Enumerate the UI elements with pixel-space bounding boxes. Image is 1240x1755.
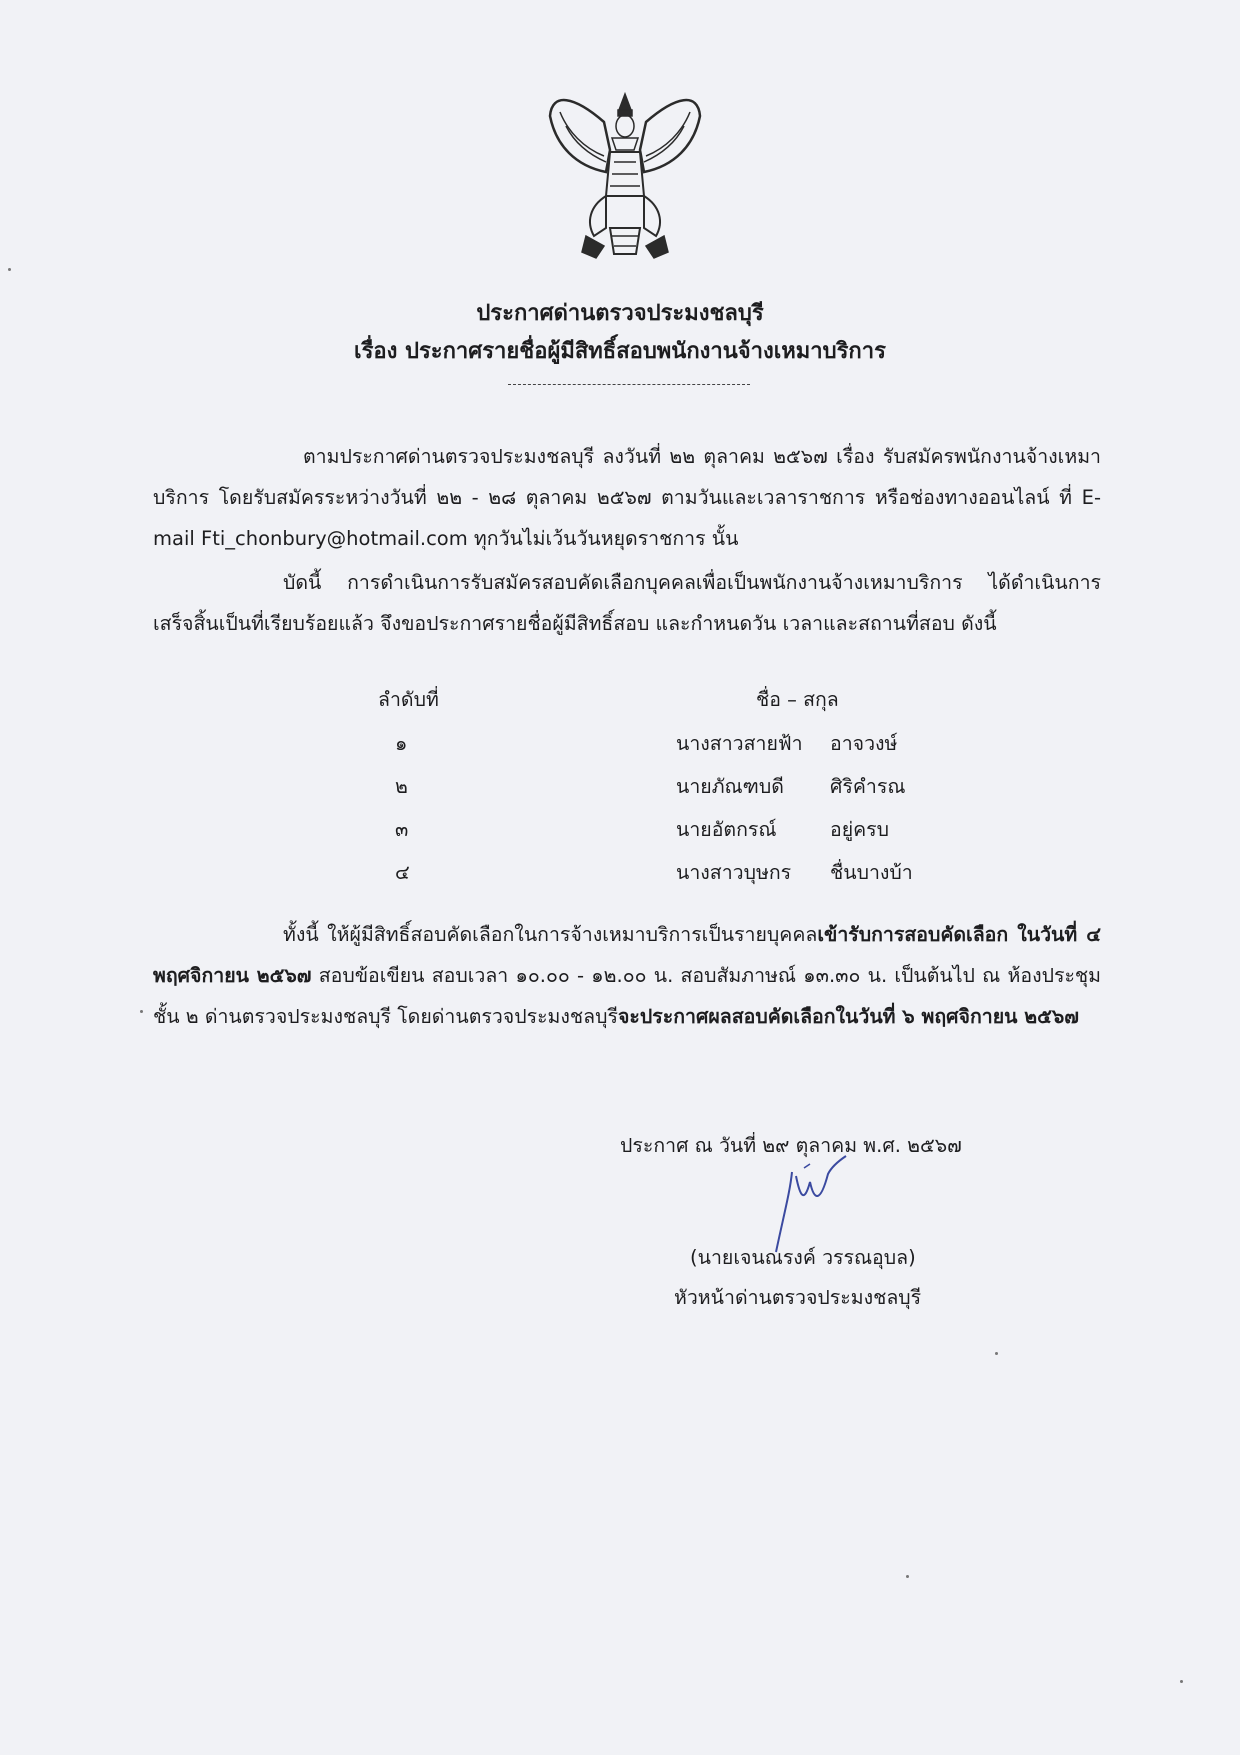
row-number: ๒ [395, 775, 408, 798]
result-date-highlight: จะประกาศผลสอบคัดเลือกในวันที่ ๖ พฤศจิกายน ๒๕๖๗ [617, 1005, 1079, 1028]
row-number: ๑ [395, 732, 408, 755]
paragraph-status: บัดนี้ การดำเนินการรับสมัครสอบคัดเลือกบุคคลเพื่อเป็นพนักงานจ้างเหมาบริการ ได้ดำเนินการเสร็จสิ้นเป็นที่เรียบร้อยแล้ว จึงขอประกาศรายชื่อผู้มีสิทธิ์สอบ และกำหนดวัน เวลาและสถานที่สอบ ดังนี้ [153, 571, 1101, 635]
exam-text-1: ทั้งนี้ ให้ผู้มีสิทธิ์สอบคัดเลือกในการจ้างเหมาบริการเป็นรายบุคคล [283, 923, 818, 946]
signer-position: หัวหน้าด่านตรวจประมงชลบุรี [674, 1286, 922, 1309]
row-first-name: นายภัณฑบดี [676, 775, 784, 798]
signer-name: (นายเจนณรงค์ วรรณอุบล) [690, 1246, 916, 1269]
scan-speck [1180, 1680, 1183, 1683]
row-first-name: นายอัตกรณ์ [676, 818, 777, 841]
scan-speck [995, 1352, 998, 1355]
paragraph-background: ตามประกาศด่านตรวจประมงชลบุรี ลงวันที่ ๒๒ ตุลาคม ๒๕๖๗ เรื่อง รับสมัครพนักงานจ้างเหมาบริการ โดยรับสมัครระหว่างวันที่ ๒๒ - ๒๘ ตุลาคม ๒๕๖๗ ตามวันและเวลาราชการ หรือช่องทางออนไลน์ ที่ E-mail Fti_chonbury@hotmail.com ทุกวันไม่เว้นวันหยุดราชการ นั้น [153, 445, 1101, 550]
table-row [0, 814, 1240, 854]
row-last-name: อาจวงษ์ [830, 732, 898, 755]
row-first-name: นางสาวสายฟ้า [676, 732, 803, 755]
exam-text-2: สอบข้อเขียน สอบเวลา ๑๐.๐๐ - ๑๒.๐๐ น. สอบสัมภาษณ์ ๑๓.๓๐ น. เป็นต้นไป ณ ห้องประชุม ชั้น ๒ ด่านตรวจประมงชลบุรี โดยด่านตรวจประมงชลบุรี [153, 964, 1102, 1028]
scan-speck [906, 1575, 909, 1578]
row-first-name: นางสาวบุษกร [676, 861, 792, 884]
paragraph-exam-details [153, 914, 1101, 1037]
row-number: ๓ [395, 818, 409, 841]
scan-speck [8, 268, 11, 271]
table-row [0, 857, 1240, 897]
row-last-name: ชื่นบางบ้า [830, 861, 913, 884]
announcement-title: ประกาศด่านตรวจประมงชลบุรี [476, 301, 764, 326]
table-row [0, 771, 1240, 811]
announcement-subject: เรื่อง ประกาศรายชื่อผู้มีสิทธิ์สอบพนักงานจ้างเหมาบริการ [354, 339, 886, 364]
row-number: ๔ [395, 861, 410, 884]
title-separator [508, 384, 750, 385]
table-header-order: ลำดับที่ [378, 688, 439, 711]
row-last-name: ศิริคำรณ [830, 775, 906, 798]
scan-speck [140, 1010, 143, 1013]
announce-date: ประกาศ ณ วันที่ ๒๙ ตุลาคม พ.ศ. ๒๕๖๗ [620, 1134, 962, 1157]
exam-date-highlight: เข้ารับการสอบคัดเลือก ในวันที่ ๔ พฤศจิกายน ๒๕๖๗ [153, 923, 1101, 987]
table-header-name: ชื่อ – สกุล [756, 688, 839, 711]
table-row [0, 728, 1240, 768]
garuda-emblem [546, 86, 704, 264]
row-last-name: อยู่ครบ [830, 818, 890, 841]
